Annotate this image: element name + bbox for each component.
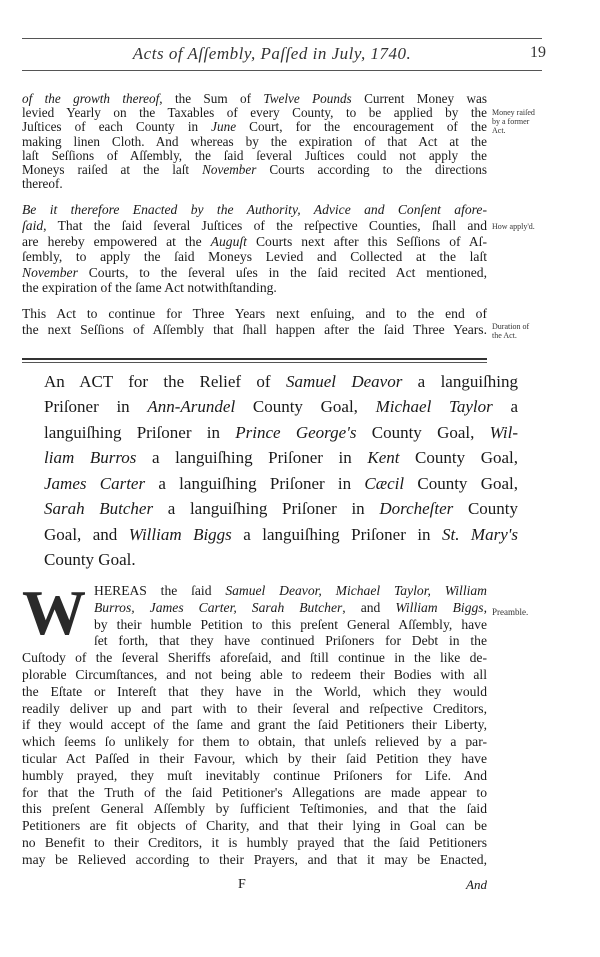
margin-note-duration xyxy=(492,322,529,340)
paragraph-money-levied xyxy=(22,92,487,191)
roman-text: ſembly, to apply the ſaid Moneys Levied and Collected at the laſt xyxy=(22,249,487,265)
roman-text: ticular Act Paſſed in their Favour, which by their ſaid Petition they have xyxy=(22,750,487,766)
italic-text: William Biggs xyxy=(128,524,232,544)
text-line xyxy=(44,547,518,573)
text-line xyxy=(22,852,487,869)
text-line xyxy=(22,306,487,322)
italic-text: James Carter xyxy=(44,473,146,493)
text-line xyxy=(22,684,487,701)
text-line xyxy=(44,522,518,548)
note-line: the Act. xyxy=(492,331,517,340)
text-line xyxy=(22,265,487,281)
text-line xyxy=(22,106,487,120)
paragraph-duration xyxy=(22,306,487,338)
margin-note-preamble: Preamble. xyxy=(492,607,529,617)
roman-text: making linen Cloth. And whereas by the expiration of that Act at the xyxy=(22,133,487,149)
text-line xyxy=(44,445,518,471)
catchword: And xyxy=(466,876,487,892)
roman-text: if they would accept of the ſame and grant the ſaid Petitioners their Liberty, xyxy=(22,717,487,733)
italic-text: Samuel Deavor xyxy=(285,371,403,391)
text-line xyxy=(22,751,487,768)
italic-text: William Biggs xyxy=(395,599,484,615)
roman-text: Court, for the encouragement of the xyxy=(236,119,487,135)
roman-text: County Goal, xyxy=(235,397,376,417)
text-line xyxy=(22,717,487,734)
text-line xyxy=(22,768,487,785)
text-line xyxy=(22,322,487,338)
note-line: Money raiſed xyxy=(492,108,535,117)
roman-text: County Goal, xyxy=(404,473,518,493)
note-line: Act. xyxy=(492,126,506,135)
text-line xyxy=(22,650,487,667)
roman-text: laſt Seſſions of Aſſembly, the ſaid ſeveral Juſtices could not apply the xyxy=(22,147,487,163)
italic-text: Michael Taylor xyxy=(375,397,493,417)
roman-text: County xyxy=(453,499,519,519)
roman-text: plorable Circumſtances, and not being able to redeem their Bodies with all xyxy=(22,666,487,682)
paragraph-preamble xyxy=(22,576,487,869)
text-line xyxy=(22,280,487,296)
signature-mark: F xyxy=(238,876,246,892)
italic-text: ſaid xyxy=(22,218,44,234)
header-rule-bottom xyxy=(22,70,542,71)
text-line xyxy=(22,120,487,134)
roman-text: County Goal. xyxy=(44,550,136,570)
text-line xyxy=(22,818,487,835)
roman-text: a languiſhing Priſoner in xyxy=(153,499,380,519)
roman-text: are hereby empowered at the xyxy=(22,233,211,249)
text-line xyxy=(22,600,487,617)
italic-text: of the growth thereof xyxy=(22,91,160,106)
roman-text: Priſoner in xyxy=(44,397,148,417)
roman-text: thereof. xyxy=(22,176,63,192)
text-line xyxy=(22,667,487,684)
text-line xyxy=(22,218,487,234)
text-line xyxy=(44,394,518,420)
text-line xyxy=(22,835,487,852)
roman-text: Current Money was xyxy=(351,91,487,106)
roman-text: no Benefit to their Creditors, it is humbly prayed that the ſaid Petitioners xyxy=(22,834,487,850)
italic-text: Cæcil xyxy=(364,473,405,493)
roman-text: County Goal, xyxy=(399,448,519,468)
roman-text: Courts, to the ſeveral uſes in the ſaid recited Act mentioned, xyxy=(77,264,487,280)
roman-text: , the Sum of xyxy=(159,91,264,106)
roman-text: Juſtices of each County in xyxy=(22,119,212,135)
header-rule-top xyxy=(22,38,542,39)
text-line xyxy=(22,234,487,250)
section-divider-thin xyxy=(22,362,487,363)
text-line xyxy=(44,369,518,395)
roman-text: readily deliver up and part with to their ſeveral and reſpective Creditors, xyxy=(22,700,487,716)
text-line xyxy=(22,583,487,600)
roman-text: County Goal, xyxy=(356,422,490,442)
roman-text: a languiſhing Priſoner in xyxy=(231,524,442,544)
roman-text: which ſeems ſo unlikely for them to obtain, that unleſs relieved by a par- xyxy=(22,734,487,750)
roman-text: for that the Truth of the ſaid Petitioner's Allegations are made appear to xyxy=(22,784,487,800)
roman-text: An ACT for the Relief of xyxy=(44,371,286,391)
roman-text: this preſent General Aſſembly by ſufficient Teſtimonies, and that the ſaid xyxy=(22,801,487,817)
roman-text: Courts next after this Seſſions of Aſ- xyxy=(246,233,487,249)
roman-text: Petitioners are fit objects of Charity, and that their lying in Goal can be xyxy=(22,818,487,834)
text-line xyxy=(22,177,487,191)
roman-text: the next Seſſions of Aſſembly that ſhall happen after the ſaid Three Years. xyxy=(22,321,487,337)
italic-text: June xyxy=(211,119,237,135)
roman-text: a xyxy=(492,397,519,417)
roman-text: , xyxy=(483,599,487,615)
italic-text: Be it therefore Enacted by the Authority, Advice and Conſent afore- xyxy=(22,202,487,218)
roman-text: the Eſtate or Intereſt that they have in the World, which they would xyxy=(22,683,487,699)
italic-text: liam Burros xyxy=(44,448,137,468)
roman-text: This Act to continue for Three Years next enſuing, and to the end of xyxy=(22,305,487,321)
text-line xyxy=(44,496,518,522)
paragraph-enacting-clause xyxy=(22,202,487,296)
roman-text: a languiſhing Priſoner in xyxy=(136,448,368,468)
text-line xyxy=(22,801,487,818)
margin-note-how-applyd: How apply'd. xyxy=(492,222,535,231)
text-line xyxy=(22,617,487,634)
act-title xyxy=(44,369,518,573)
text-line xyxy=(44,471,518,497)
italic-text: Burros, James Carter, Sarah Butcher xyxy=(94,599,343,615)
italic-text: Ann-Arundel xyxy=(147,397,236,417)
roman-text: ſet forth, that they have continued Priſoners for Debt in the xyxy=(94,633,487,649)
italic-text: Prince George's xyxy=(235,422,357,442)
italic-text: Kent xyxy=(367,448,400,468)
running-head: Acts of Aſſembly, Paſſed in July, 1740. xyxy=(132,44,412,63)
italic-text: St. Mary's xyxy=(442,524,518,544)
text-line xyxy=(22,249,487,265)
section-divider xyxy=(22,358,487,360)
note-line: by a former xyxy=(492,117,530,126)
italic-text: Auguſt xyxy=(210,233,247,249)
roman-text: may be Relieved according to their Prayers, and that it may be Enacted, xyxy=(22,851,487,867)
roman-text: a languiſhing Priſoner in xyxy=(145,473,365,493)
roman-text: Goal, and xyxy=(44,524,129,544)
text-line xyxy=(22,149,487,163)
text-line xyxy=(22,633,487,650)
roman-text: languiſhing Priſoner in xyxy=(44,422,236,442)
roman-text: humbly prayed, they muſt inevitably continue Priſoners for Life. And xyxy=(22,767,487,783)
italic-text: November xyxy=(22,264,78,280)
text-line xyxy=(22,785,487,802)
italic-text: Twelve Pounds xyxy=(263,91,352,106)
italic-text: Sarah Butcher xyxy=(44,499,154,519)
preamble-lines xyxy=(22,576,487,869)
roman-text: Cuſtody of the ſeveral Sheriffs aforeſaid, and ſtill continue in the like de- xyxy=(22,650,487,666)
text-line xyxy=(22,734,487,751)
italic-text: Samuel Deavor, Michael Taylor, William xyxy=(225,582,487,598)
roman-text: levied Yearly on the Taxables of every County, to be applied by the xyxy=(22,105,487,121)
italic-text: Dorcheſter xyxy=(379,499,454,519)
italic-text: November xyxy=(202,162,257,178)
note-line: Duration of xyxy=(492,322,530,331)
roman-text: , That the ſaid ſeveral Juſtices of the reſpective Counties, ſhall and xyxy=(43,218,487,234)
text-line xyxy=(22,92,487,106)
drop-cap: W xyxy=(22,576,86,648)
roman-text: Courts according to the directions xyxy=(256,162,487,178)
text-line xyxy=(22,701,487,718)
roman-text: Moneys raiſed at the laſt xyxy=(22,162,203,178)
roman-text: a languiſhing xyxy=(402,371,519,391)
roman-text: the expiration of the ſame Act notwithſtanding. xyxy=(22,280,277,296)
text-line xyxy=(22,163,487,177)
margin-note-money-raised xyxy=(492,108,535,135)
roman-text: , and xyxy=(342,599,396,615)
roman-text: HEREAS the ſaid xyxy=(94,582,226,598)
page-footer xyxy=(22,877,487,897)
page-number: 19 xyxy=(530,44,546,61)
text-line xyxy=(22,202,487,218)
roman-text: by their humble Petition to this preſent General Aſſembly, have xyxy=(94,616,487,632)
italic-text: Wil- xyxy=(489,422,519,442)
text-line xyxy=(22,135,487,149)
text-line xyxy=(44,420,518,446)
